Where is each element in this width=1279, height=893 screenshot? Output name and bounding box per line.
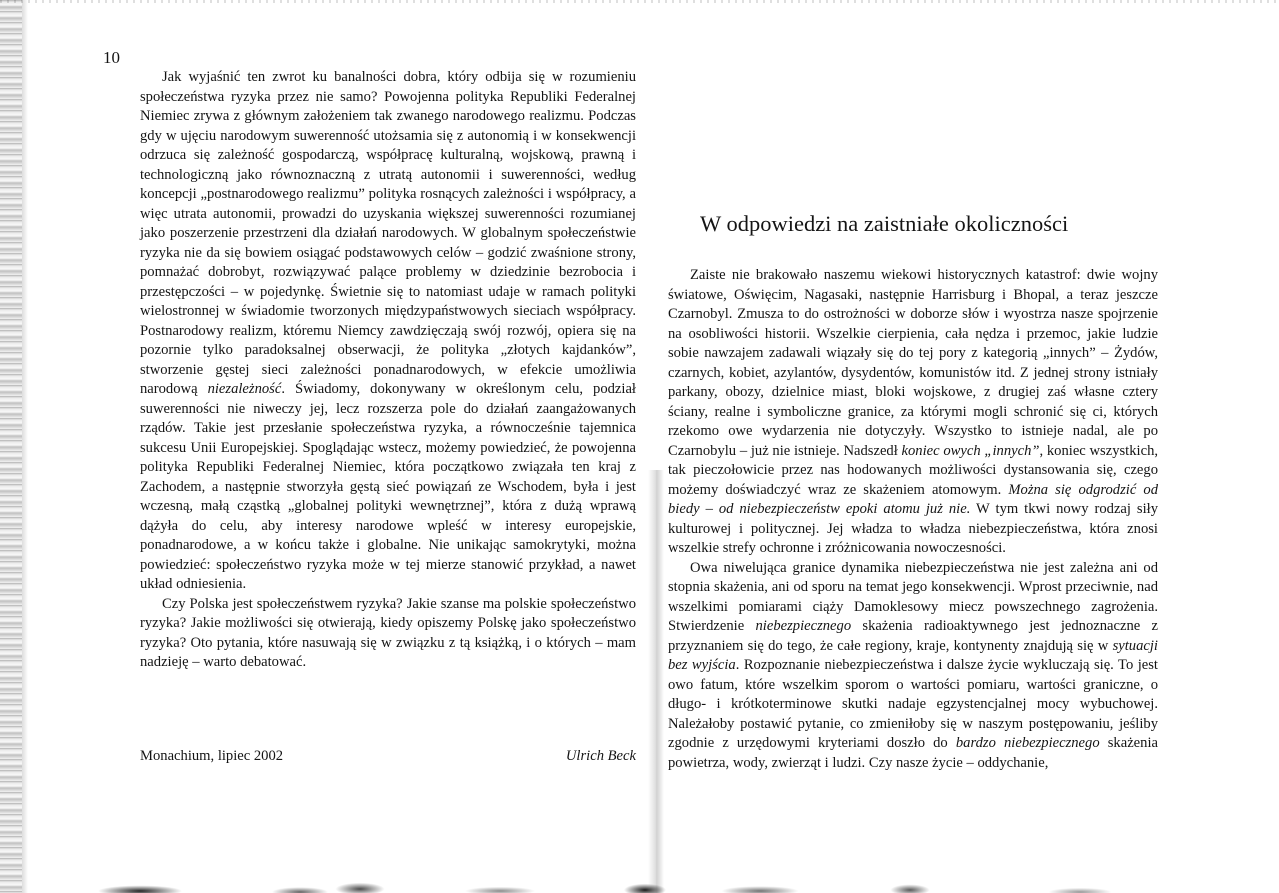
scan-bottom-edge (0, 871, 1279, 893)
left-page-text (140, 68, 636, 673)
scan-left-spine-shadow (0, 0, 22, 893)
right-paragraph-2: Owa niwelująca granice dynamika niebezpieczeństwa nie jest zależna ani od stopnia skażenia, ani od sporu na temat jego konsekwencji. Wprost przeciwnie, nad wszelkimi pomiarami ciąży Damoklesowy miecz powszechnego zagrożenia. Stwierdzenie niebezpiecznego skażenia radioaktywnego jest jednoznaczne z przyznaniem się do tego, że całe regiony, kraje, kontynenty znajdują się w sytuacji bez wyjścia. Rozpoznanie niebezpieczeństwa i dalsze życie wykluczają się. To jest owo fatum, które wszelkim sporom o wartości pomiaru, wartości graniczne, o długo- i krótkoterminowe skutki nadaje egzystencjalnej mocy wybuchowej. Należałoby postawić pytanie, co zmieniłoby się w naszym postępowaniu, jeśliby zgodnie z urzędowymi kryteriami doszło do bardzo niebezpiecznego skażenia powietrza, wody, zwierząt i ludzi. Czy nasze życie – oddychanie, (668, 559, 1158, 771)
place-date: Monachium, lipiec 2002 (140, 748, 284, 764)
chapter-title: W odpowiedzi na zaistniałe okoliczności (700, 211, 1069, 236)
scan-top-edge (0, 0, 1279, 3)
page-number: 10 (103, 48, 120, 67)
author-signature: Ulrich Beck (565, 748, 636, 764)
right-paragraph-1: Zaiste nie brakowało naszemu wiekowi historycznych katastrof: dwie wojny światowe, Oświęcim, Nagasaki, następnie Harrisburg i Bhopal, a teraz jeszcze Czarnobyl. Zmusza to do ostrożności w doborze słów i wyostrza nasze spojrzenie na osobliwości historii. Wszelkie cierpienia, cała nędza i przemoc, jakie ludzie sobie nawzajem zadawali wiązały się do tej pory z kategorią „innych” – Żydów, czarnych, kobiet, azylantów, dysydentów, komunistów itd. Z jednej strony istniały parkany, obozy, dzielnice miast, bloki wojskowe, z drugiej zaś własne cztery ściany, realne i symboliczne granice, za którymi mogli schronić się ci, których rzekomo owe wydarzenia nie dotyczyły. Wszystko to istnieje nadal, ale po Czarnobylu – już nie istnieje. Nadszedł koniec owych „innych”, koniec wszystkich, tak pieczołowicie przez nas hodowanych możliwości dystansowania się, czego możemy doświadczyć wraz ze skażeniem atomowym. Można się odgrodzić od biedy – od niebezpieczeństw epoki atomu już nie. W tym tkwi nowy rodzaj siły kulturowej i politycznej. Jej władza to władza niebezpieczeństwa, która znosi wszelkie strefy ochronne i zróżnicowania nowoczesności. (668, 267, 1159, 556)
right-page-text (668, 266, 1158, 773)
book-gutter-shadow (648, 470, 664, 893)
preface-signature (140, 746, 636, 766)
left-paragraph-1: Jak wyjaśnić ten zwrot ku banalności dobra, który odbija się w rozumieniu społeczeństwa ryzyka przez nie samo? Powojenna polityka Republiki Federalnej Niemiec zrywa z głównym założeniem tak zwanego narodowego realizmu. Podczas gdy w ujęciu narodowym suwerenność utożsamia się z autonomią i w konsekwencji odrzuca się zależność gospodarczą, współpracę kulturalną, wojskową, prawną i technologiczną jako równoznaczną z utratą autonomii i suwerenności, według koncepcji „postnarodowego realizmu” polityka rosnących zależności i współpracy, a więc utrata autonomii, prowadzi do uzyskania większej suwerenności rozumianej jako poszerzenie przestrzeni dla działań narodowych. W globalnym społeczeństwie ryzyka nie da się bowiem osiągać podstawowych celów – godzić zwaśnione strony, pomnażać dobrobyt, rozwiązywać palące problemy w dziedzinie bezrobocia i przestępczości – w pojedynkę. Świetnie się to natomiast udaje w ramach polityki wielostronnej w świadomie tworzonych międzypaństwowych sieciach współpracy. Postnarodowy realizm, któremu Niemcy zawdzięczają swój rozwój, opiera się na pozornie tylko paradoksalnej obserwacji, że polityka „złotych kajdanków”, stworzenie gęstej sieci zależności ponadnarodowych, w efekcie umożliwia narodową niezależność. Świadomy, dokonywany w określonym celu, podział suwerenności nie niweczy jej, lecz rozszerza pole do działań zaangażowanych rządów. Takie jest przesłanie społeczeństwa ryzyka, a równocześnie tajemnica sukcesu Unii Europejskiej. Spoglądając wstecz, możemy powiedzieć, że powojenna polityka Republiki Federalnej Niemiec, która początkowo związała ten kraj z Zachodem, a następnie stworzyła gęstą sieć powiązań ze Wschodem, była i jest wczesną, małą cząstką „globalnej polityki wewnętrznej”, która z dużą wprawą dążyła do celu, aby interesy narodowe wpleść w interesy europejskie, ponadnarodowe, a w końcu także i globalne. Nie unikając samokrytyki, można powiedzieć: społeczeństwo ryzyka może w tej mierze stanowić przykład, a nawet układ odniesienia. (140, 69, 636, 592)
left-paragraph-2: Czy Polska jest społeczeństwem ryzyka? Jakie szanse ma polskie społeczeństwo ryzyka? Jakie możliwości się otwierają, kiedy opiszemy Polskę jako społeczeństwo ryzyka? Oto pytania, które nasuwają się w związku z tą książką, i o których – mam nadzieję – warto debatować. (140, 595, 636, 670)
